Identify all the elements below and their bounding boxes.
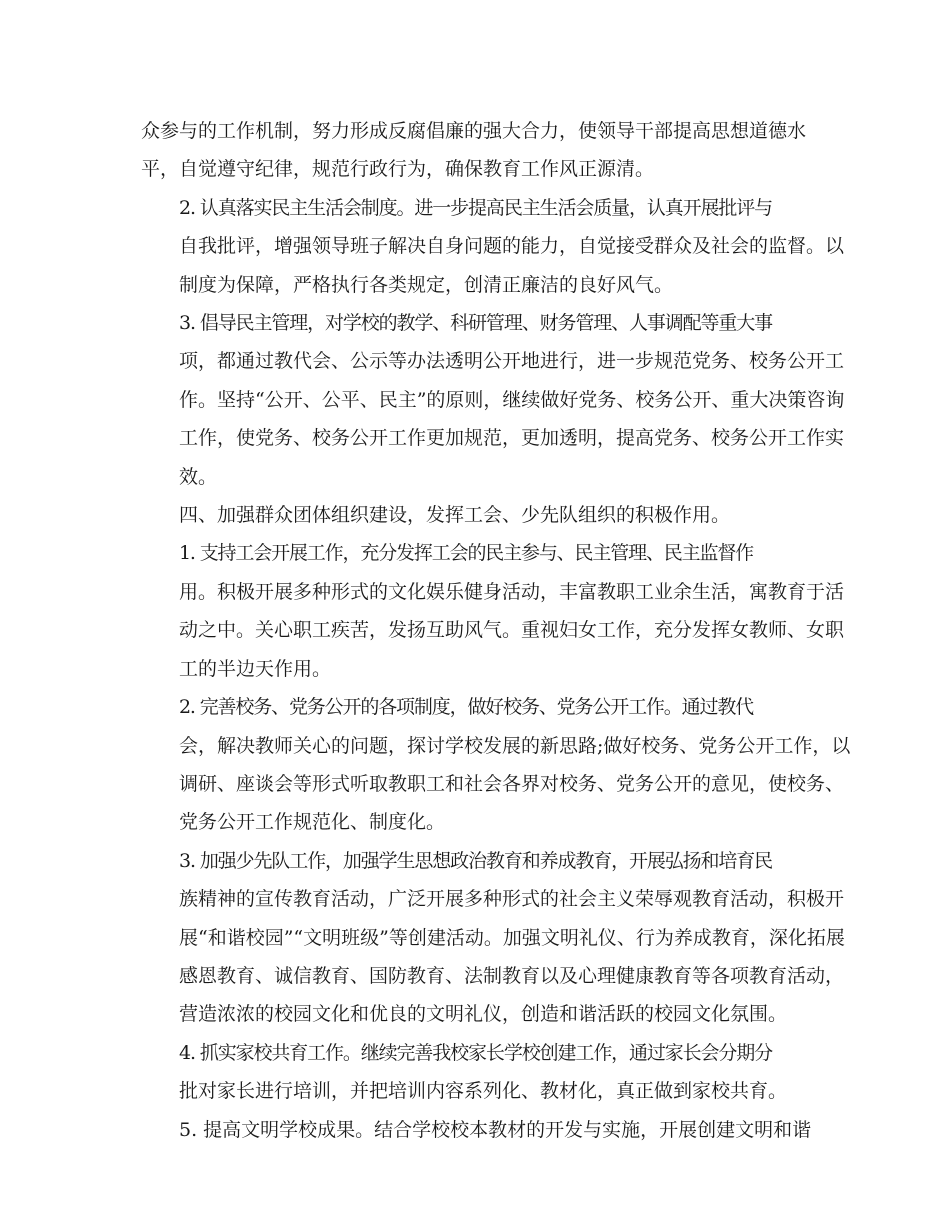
- text-line: 批对家长进行培训，并把培训内容系列化、教材化，真正做到家校共育。: [179, 1080, 788, 1103]
- text-line: 平，自觉遵守纪律，规范行政行为，确保教育工作风正源清。: [141, 158, 655, 181]
- paragraph: [141, 534, 845, 688]
- document-body: [141, 112, 851, 1149]
- text-line: 会，解决教师关心的问题，探讨学校发展的新思路;做好校务、党务公开工作，以: [179, 734, 851, 757]
- text-line: 4. 抓实家校共育工作。继续完善我校家长学校创建工作，通过家长会分期分: [179, 1041, 773, 1064]
- text-line: 制度为保障，严格执行各类规定，创清正廉洁的良好风气。: [179, 273, 674, 296]
- text-line: 众参与的工作机制，努力形成反腐倡廉的强大合力，使领导干部提高思想道德水: [141, 120, 807, 142]
- paragraph: [141, 688, 851, 842]
- text-line: 自我批评，增强领导班子解决自身问题的能力，自觉接受群众及社会的监督。以: [179, 235, 845, 258]
- text-line: 工的半边天作用。: [179, 657, 332, 680]
- paragraph: [141, 842, 845, 1034]
- paragraph: [141, 189, 845, 304]
- text-line: 族精神的宣传教育活动，广泛开展多种形式的社会主义荣辱观教育活动，积极开: [179, 888, 845, 911]
- text-line: 5. 提高文明学校成果。结合学校校本教材的开发与实施，开展创建文明和谐: [179, 1118, 812, 1141]
- paragraph: [141, 112, 811, 189]
- text-line: 作。坚持“公开、公平、民主”的原则，继续做好党务、校务公开、重大决策咨询: [179, 388, 845, 411]
- text-line: 1. 支持工会开展工作，充分发挥工会的民主参与、民主管理、民主监督作: [179, 542, 754, 565]
- text-line: 2. 认真落实民主生活会制度。进一步提高民主生活会质量，认真开展批评与: [179, 196, 773, 219]
- text-line: 营造浓浓的校园文化和优良的文明礼仪，创造和谐活跃的校园文化氛围。: [179, 1003, 788, 1026]
- text-line: 展“和谐校园”“文明班级”等创建活动。加强文明礼仪、行为养成教育，深化拓展: [179, 926, 845, 949]
- text-line: 效。: [179, 465, 218, 488]
- text-line: 调研、座谈会等形式听取教职工和社会各界对校务、党务公开的意见，使校务、: [179, 772, 845, 795]
- text-line: 感恩教育、诚信教育、国防教育、法制教育以及心理健康教育等各项教育活动，: [179, 964, 845, 987]
- paragraph: [141, 1034, 811, 1111]
- paragraph: [141, 1111, 811, 1149]
- text-line: 四、加强群众团体组织建设，发挥工会、少先队组织的积极作用。: [179, 504, 731, 527]
- text-line: 3. 加强少先队工作，加强学生思想政治教育和养成教育，开展弘扬和培育民: [179, 849, 773, 872]
- text-line: 3. 倡导民主管理，对学校的教学、科研管理、财务管理、人事调配等重大事: [179, 312, 773, 335]
- text-line: 项，都通过教代会、公示等办法透明公开地进行，进一步规范党务、校务公开工: [179, 350, 845, 373]
- text-line: 工作，使党务、校务公开工作更加规范，更加透明，提高党务、校务公开工作实: [179, 427, 845, 450]
- paragraph: [141, 496, 811, 534]
- text-line: 2. 完善校务、党务公开的各项制度，做好校务、党务公开工作。通过教代: [179, 696, 754, 719]
- paragraph: [141, 304, 845, 496]
- text-line: 用。积极开展多种形式的文化娱乐健身活动，丰富教职工业余生活，寓教育于活: [179, 580, 845, 603]
- text-line: 动之中。关心职工疾苦，发扬互助风气。重视妇女工作，充分发挥女教师、女职: [179, 619, 845, 642]
- text-line: 党务公开工作规范化、制度化。: [179, 811, 446, 834]
